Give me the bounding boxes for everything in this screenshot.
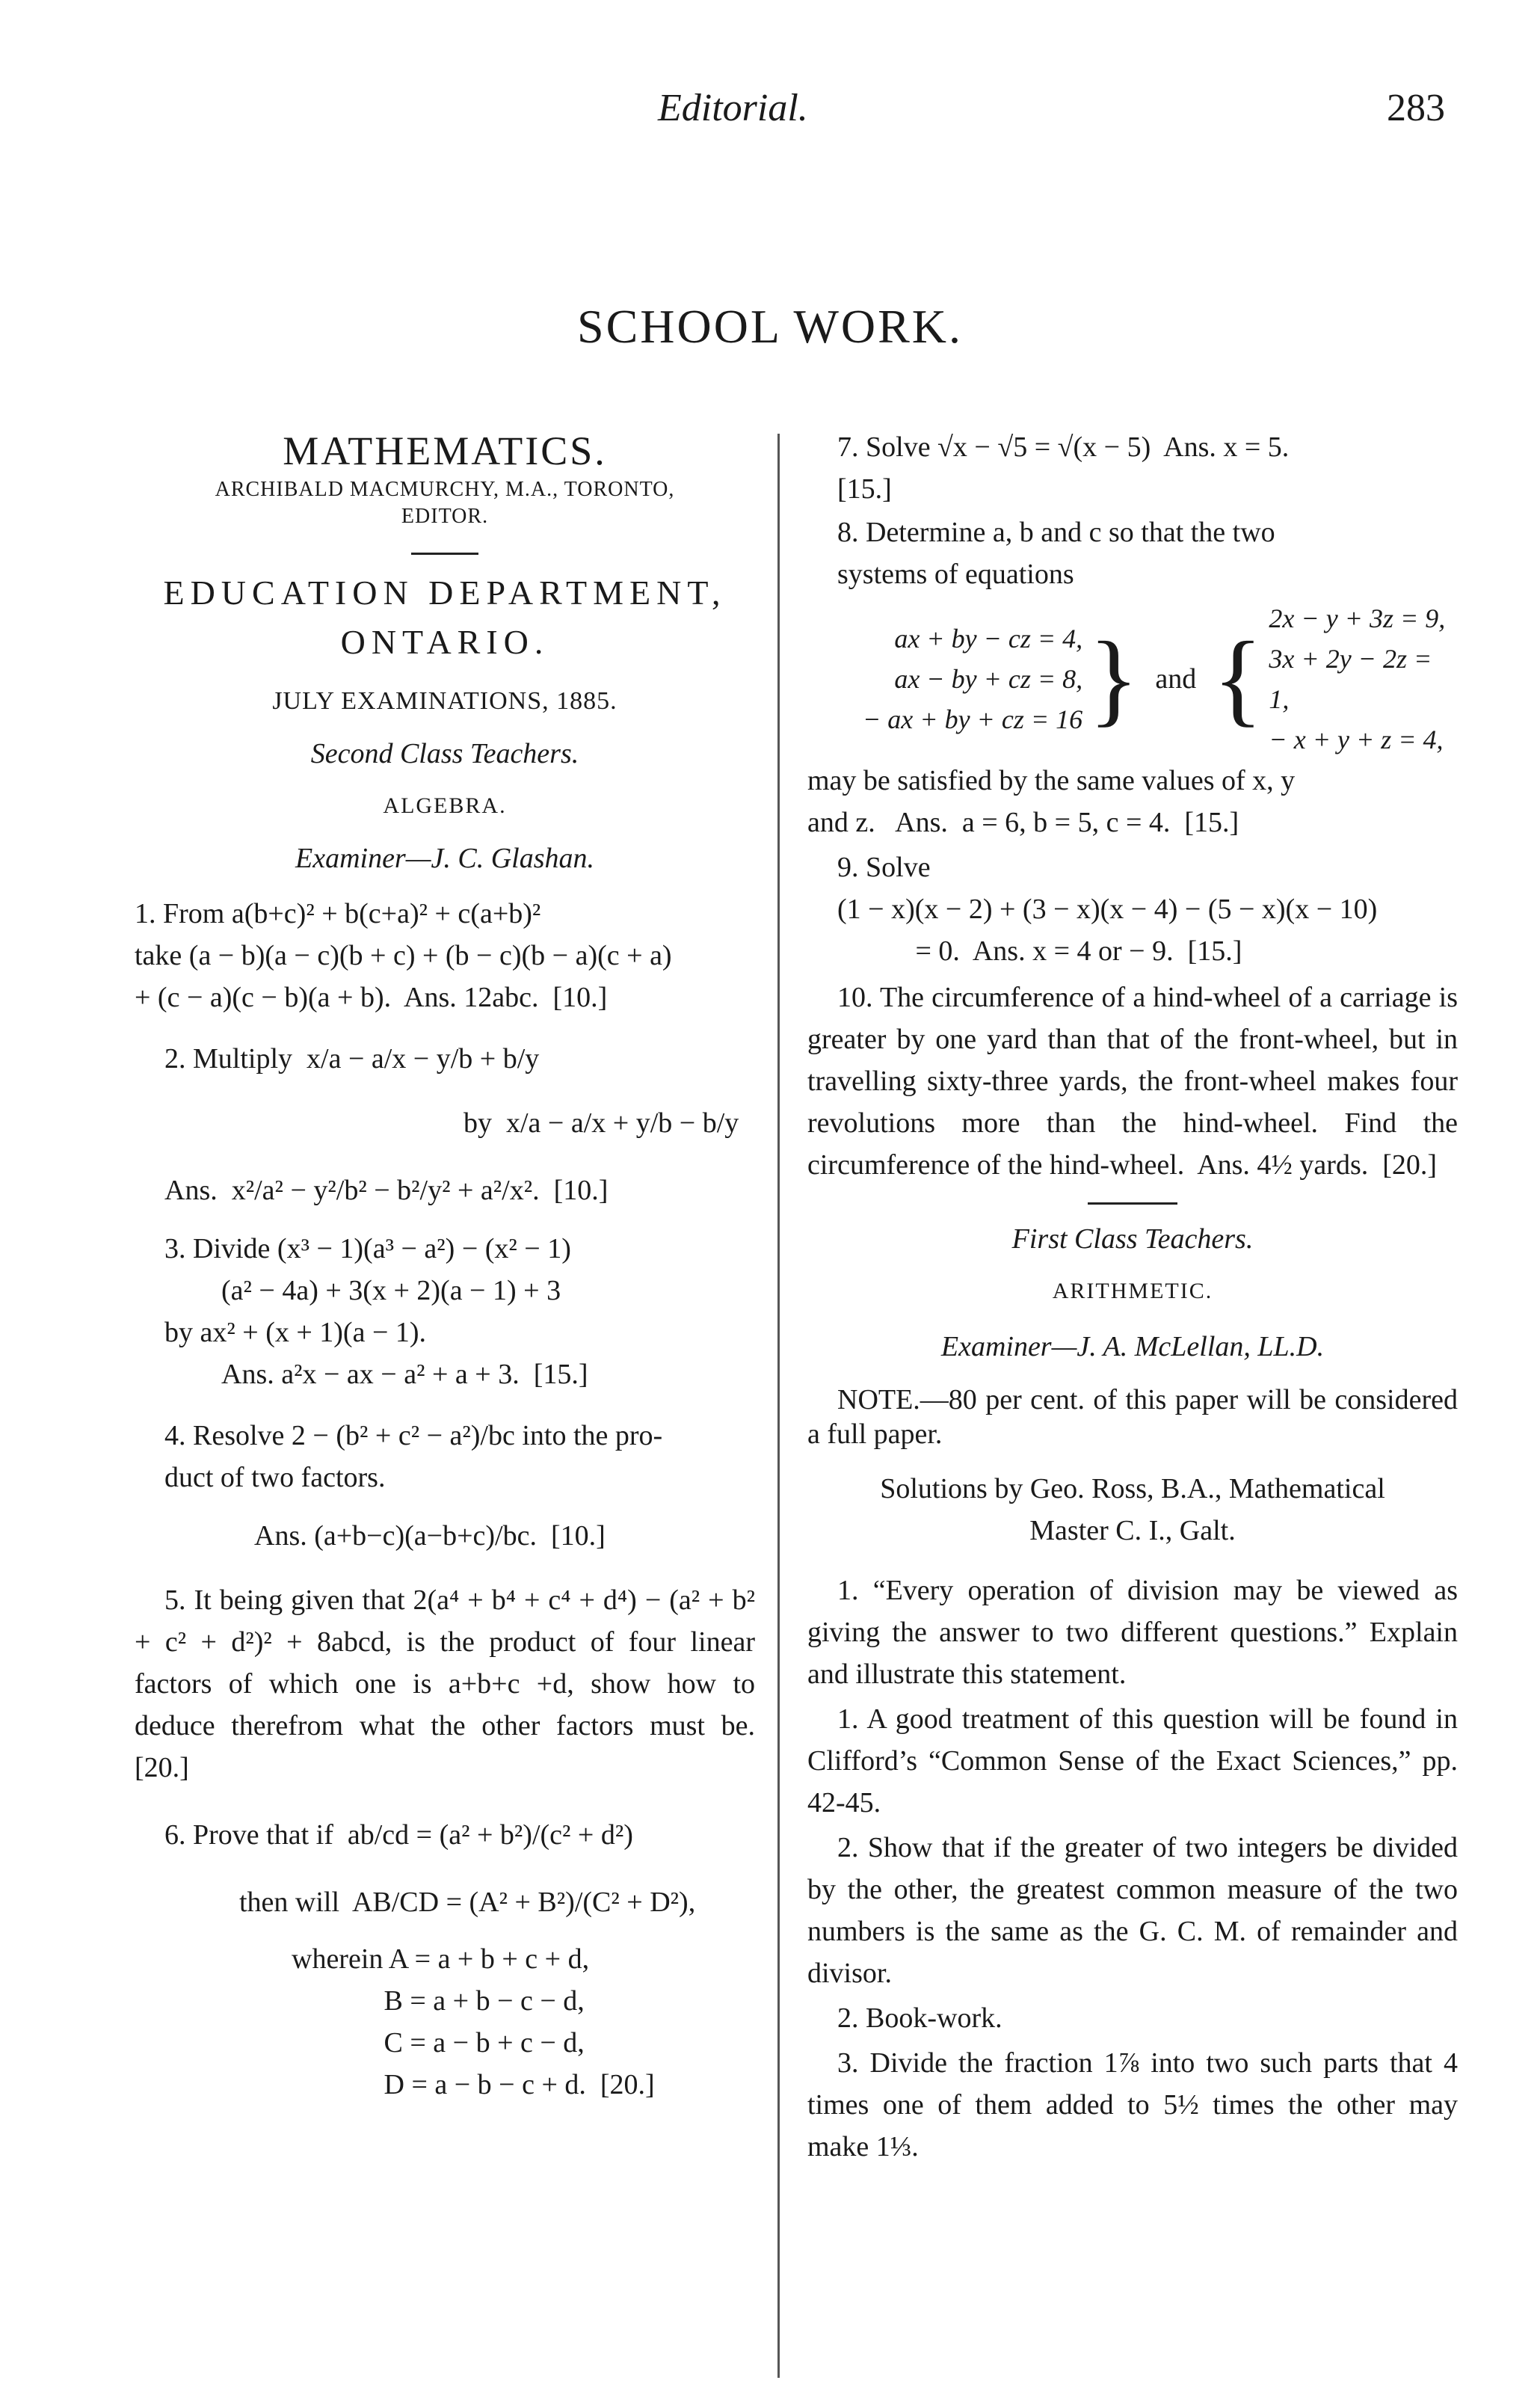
examiner-line: Examiner—J. A. McLellan, LL.D. <box>940 1331 1325 1362</box>
question-2-answer: Ans. x²/a² − y²/b² − b²/y² + a²/x². [10.] <box>164 1175 609 1206</box>
question-1: 1. From a(b+c)² + b(c+a)² + c(a+b)² take (a − b)(a − c)(b + c) + (b − c)(b − a)(c + a) + (c − a)(c − b)(a + b). Ans. 12abc. [10.] <box>135 898 672 1013</box>
right-column <box>807 426 1465 2168</box>
question-7: 7. Solve √x − √5 = √(x − 5) Ans. x = 5. [15.] <box>837 431 1290 505</box>
question-6-then: then will AB/CD = (A² + B²)/(C² + D²), <box>239 1887 696 1918</box>
and-word: and <box>1155 663 1197 695</box>
department-subheading: ONTARIO. <box>340 623 549 661</box>
exam-heading: JULY EXAMINATIONS, 1885. <box>272 687 617 715</box>
answer-r1: 1. A good treatment of this question will be found in Clifford’s “Common Sense of the Exact Sciences,” pp. 42-45. <box>807 1703 1465 1819</box>
system-left: ax + by − cz = 4, ax − by + cz = 8, − ax + by + cz = 16 <box>863 624 1083 734</box>
question-4-answer: Ans. (a+b−c)(a−b+c)/bc. [10.] <box>254 1520 606 1552</box>
question-r2: 2. Show that if the greater of two integers be divided by the other, the greatest common measure of the two numbers is the same as the G. C. M. of remainder and divisor. <box>807 1832 1465 1989</box>
question-5: 5. It being given that 2(a⁴ + b⁴ + c⁴ + d⁴) − (a² + b² + c² + d²)² + 8abcd, is the product of four linear factors of which one is a+b+c +d, show how to deduce therefrom what the other factors must be. [20.] <box>135 1584 769 1783</box>
subject-heading: ALGEBRA. <box>383 793 507 818</box>
question-r3: 3. Divide the fraction 1⅞ into two such parts that 4 times one of them added to 5½ times the other may make 1⅓. <box>807 2047 1465 2162</box>
section-heading: MATHEMATICS. <box>283 428 607 473</box>
left-column <box>135 428 769 2106</box>
system-right: 2x − y + 3z = 9, 3x + 2y − 2z = 1, − x + y + z = 4, <box>1269 603 1446 754</box>
divider <box>411 553 478 555</box>
page-title: SCHOOL WORK. <box>576 300 964 353</box>
solutions-credit: Solutions by Geo. Ross, B.A., Mathematical Master C. I., Galt. <box>880 1473 1393 1546</box>
page-number: 283 <box>1387 87 1445 129</box>
question-6-given: 6. Prove that if ab/cd = (a² + b²)/(c² + d²) <box>164 1819 633 1851</box>
question-4: 4. Resolve 2 − (b² + c² − a²)/bc into the pro- duct of two factors. <box>164 1420 663 1493</box>
equation-systems <box>807 598 1458 760</box>
divider <box>1088 1202 1177 1205</box>
class-heading: First Class Teachers. <box>1011 1223 1254 1255</box>
question-3: 3. Divide (x³ − 1)(a³ − a²) − (x² − 1) (a² − 4a) + 3(x + 2)(a − 1) + 3 by ax² + (x + 1)(a − 1). Ans. a²x − ax − a² + a + 3. [15.] <box>164 1233 588 1390</box>
question-6-wherein: wherein A = a + b + c + d, B = a + b − c − d, C = a − b + c − d, D = a − b − c + d. [20.] <box>292 1943 655 2100</box>
note-paragraph: NOTE.—80 per cent. of this paper will be considered a full paper. <box>807 1384 1465 1450</box>
question-8: 8. Determine a, b and c so that the two systems of equations <box>837 517 1275 590</box>
class-heading: Second Class Teachers. <box>310 738 579 769</box>
running-title: Editorial. <box>658 87 808 129</box>
department-heading: EDUCATION DEPARTMENT, <box>163 574 727 612</box>
question-9: 9. Solve (1 − x)(x − 2) + (3 − x)(x − 4) − (5 − x)(x − 10) = 0. Ans. x = 4 or − 9. [15.] <box>837 852 1378 967</box>
column-divider <box>777 434 780 2378</box>
right-brace: } <box>1088 621 1139 737</box>
left-brace: { <box>1213 621 1263 737</box>
question-8-tail: may be satisfied by the same values of x, y and z. Ans. a = 6, b = 5, c = 4. [15.] <box>807 765 1296 838</box>
answer-r2: 2. Book-work. <box>837 2002 1002 2034</box>
examiner-line: Examiner—J. C. Glashan. <box>295 843 595 874</box>
question-10: 10. The circumference of a hind-wheel of a carriage is greater by one yard than that of the front-wheel, but in travelling sixty-three yards, the front-wheel makes four revolutions more than the hind-wheel. Find the circumference of the hind-wheel. Ans. 4½ yards. [20.] <box>807 982 1465 1181</box>
question-2-multiplicand: 2. Multiply x/a − a/x − y/b + b/y <box>164 1043 540 1075</box>
editor-title: EDITOR. <box>401 505 489 528</box>
subject-heading: ARITHMETIC. <box>1052 1279 1213 1303</box>
editor-line: ARCHIBALD MACMURCHY, M.A., TORONTO, <box>215 478 675 501</box>
question-2-multiplier: by x/a − a/x + y/b − b/y <box>463 1107 739 1139</box>
question-r1: 1. “Every operation of division may be viewed as giving the answer to two different questions.” Explain and illustrate this statement. <box>807 1575 1465 1690</box>
